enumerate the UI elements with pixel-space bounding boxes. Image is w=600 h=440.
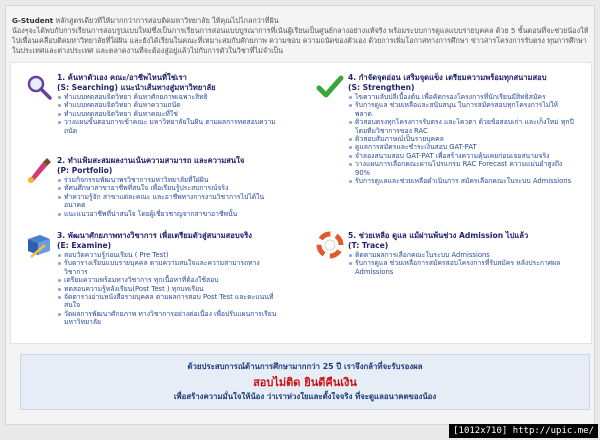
guarantee-line-3: เพื่อสร้างความมั่นใจให้น้อง ว่าเราห่วงใยและตั้งใจจริง ที่จะดูแลอนาคตของน้อง — [173, 392, 437, 401]
guarantee-banner — [20, 354, 590, 410]
intro-heading — [12, 16, 594, 26]
list-item: ทัศนศึกษาสาขาอาชีพที่สนใจ เพื่อเรียนรู้ประสบการณ์จริง — [57, 184, 283, 192]
paintbrush-icon — [25, 156, 53, 184]
list-item: แนะแนวอาชีพที่น่าสนใจ โดยผู้เชี่ยวชาญจากสาขาอาชีพนั้น — [57, 210, 283, 218]
list-item: ร่วมกิจกรรมพัฒนาพรวิชาการมหาวิทยาลัยที่ใฝ่ฝัน — [57, 176, 283, 184]
section-title-line: 2. ทำแฟ้มสะสมผลงานเน้นความสามารถ และความสนใจ — [57, 156, 245, 165]
steps-box — [10, 62, 592, 344]
list-item: วัดผลการพัฒนาศักยภาพ ทางวิชาการอย่างต่อเนื่อง เพื่อปรับแผนการเรียนมหาวิทยาลัย — [57, 310, 283, 327]
section-title — [348, 231, 578, 250]
list-item: ดูแลการสมัครและชำระเงินสอบ GAT-PAT — [348, 143, 574, 151]
section-title-line: 5. ช่วยเหลือ ดูแล แม้ผ่านพ้นช่วง Admission ไปแล้ว — [348, 231, 529, 240]
checkmark-icon — [316, 73, 344, 101]
list-item: ติดตามผลการเลือกคณะในระบบ Admissions — [348, 251, 574, 259]
section-title-line: 1. ค้นหาตัวเอง คณะ/อาชีพไหนที่ใช่เรา — [57, 73, 187, 82]
section-title — [348, 73, 578, 92]
section-title — [57, 156, 287, 175]
list-item: ติวสอบสัมภาษณ์เป็นรายบุคคล — [348, 135, 574, 143]
intro-paragraph: น้องๆจะได้พบกับการเรียนการสอบรูปแบบใหม่ซึ่งเป็นการเรียนการสอนแบบบูรณาการที่เน้นผู้เรียนเป็นศูนย์กลางอย่างแท้จริง พร้อมระบบการดูแลแบบรายบุคคล ด้วย 5 ขั้นตอนที่จะช่วยน้องให้ไปเพื่อนเคลือบติดมหาวิทยาลัยที่ใฝ่ฝัน และยังได้เรียนในคณะที่เหมาะสมกับศักยภาพ ความชอบ ความถนัดของตัวเอง ด้วยการเพิ่มโอกาสทางการศึกษา ข่าวสารโครงการรับตรง ทุนการศึกษาในประเทศและต่างประเทศ และตลาดงานที่จะต้องสู่อยู่แล้วไปกับการตัวในวิชาที่ไม่จำเป็น — [12, 26, 589, 55]
section-subtitle: (S: Searching) แนะนำเส้นทางสู่มหาวิทยาลัย — [57, 82, 216, 92]
list-item: ติวสอบตรงทุกโครงการรับตรง และโควตา ด้วยข้อสอบเก่า และเก็งใหม่ ทุกปีโดยทีมวิชาการของ RAC — [348, 118, 574, 135]
list-item: วางแผนขั้นตอนการเข้าคณะ มหาวิทยาลัยในฝัน ตามผลการทดสอบความถนัด — [57, 118, 283, 135]
section-list — [57, 93, 283, 135]
section-portfolio — [25, 156, 280, 216]
list-item: ทำแบบทดสอบจิตวิทยา ค้นหาความถนัด — [57, 101, 283, 109]
section-subtitle: (E: Examine) — [57, 240, 112, 250]
guarantee-line-1: ด้วยประสบการณ์ด้านการศึกษามากกว่า 25 ปี เราจึงกล้าที่จะรับรองผล — [187, 362, 423, 371]
section-title-line: 3. พัฒนาศักยภาพทางวิชาการ เพื่อเตรียมตัวสู่สนามสอบจริง — [57, 231, 252, 240]
content-panel — [5, 5, 595, 425]
section-list — [348, 93, 574, 185]
section-examine — [25, 231, 280, 341]
list-item: ทำแบบทดสอบจิตวิทยา ค้นหาศักยภาพเฉพาะสิทธิ — [57, 93, 283, 101]
book-pencil-icon — [25, 231, 53, 259]
list-item: รับการดูแล ช่วยเหลือการสมัครสอบโครงการที่รับสมัคร หลังประกาศผล Admissions — [348, 259, 574, 276]
list-item: ทดสอบความรู้หลังเรียน(Post Test ) ทุกบทเรียน — [57, 285, 283, 293]
section-list — [57, 251, 283, 327]
brand-name: G-Student — [12, 16, 54, 25]
list-item: รับการดูแล ช่วยเหลือและสนับสนุน ในการสมัครสอบทุกโครงการไม่ให้พลาด — [348, 101, 574, 118]
list-item: จัดตารางอ่านหนังสือรายบุคคล ตามผลการสอบ Post Test และคะแนนที่สนใจ — [57, 293, 283, 310]
list-item: ไขความลับปลีเบื้องต้น เพื่อคัดกรองโครงการที่นักเรียนมีสิทธิสมัคร — [348, 93, 574, 101]
image-watermark: [1012x710] http://upic.me/ — [449, 424, 598, 438]
list-item: ทำแบบทดสอบจิตวิทยา ค้นหาคณะที่ใช่ — [57, 110, 283, 118]
magnifier-icon — [25, 73, 53, 101]
section-subtitle: (T: Trace) — [348, 240, 389, 250]
section-title — [57, 231, 287, 250]
list-item: เตรียมความพร้อมทางวิชาการ ทุกเนื้อหาที่ต้องใช้สอบ — [57, 276, 283, 284]
section-strengthen — [316, 73, 574, 223]
section-title — [57, 73, 287, 92]
section-list — [57, 176, 283, 218]
section-subtitle: (S: Strengthen) — [348, 82, 415, 92]
guarantee-headline: สอบไม่ติด ยินดีคืนเงิน — [253, 376, 357, 389]
list-item: วางแผนการเลือกคณะผ่านโปรแกรม RAC Forecast ความแม่นยำสูงถึง 90% — [348, 160, 574, 177]
section-title-line: 4. กำจัดจุดอ่อน เสริมจุดแข็ง เตรียมความพร้อมทุกสนามสอบ — [348, 73, 547, 82]
lifebuoy-icon — [316, 231, 344, 259]
list-item: ทำความรู้จัก สาขาแต่ละคณะ และอาชีพทางการงานวิชาการไปได้ในอนาคต — [57, 193, 283, 210]
intro-text — [12, 16, 594, 56]
section-subtitle: (P: Portfolio) — [57, 165, 113, 175]
section-list — [348, 251, 574, 276]
intro-tagline: หลักสูตรเดียวที่ให้มากกว่าการสอบติดมหาวิทยาลัย ให้คุณไปไกลกว่าที่ฝัน — [55, 16, 279, 25]
list-item: รับตารางเรียนแบบรายบุคคล ตามความสนใจและความสามารถทางวิชาการ — [57, 259, 283, 276]
list-item: รับการดูแลและช่วยเหลือดำเนินการ สมัครเลือกคณะในระบบ Admissions — [348, 177, 574, 185]
section-trace — [316, 231, 571, 291]
section-searching — [25, 73, 280, 143]
list-item: สอบวัดความรู้ก่อนเรียน ( Pre Test) — [57, 251, 283, 259]
list-item: จำลองสนามสอบ GAT-PAT เพื่อสร้างความคุ้นเคยก่อนเจอสนามจริง — [348, 152, 574, 160]
